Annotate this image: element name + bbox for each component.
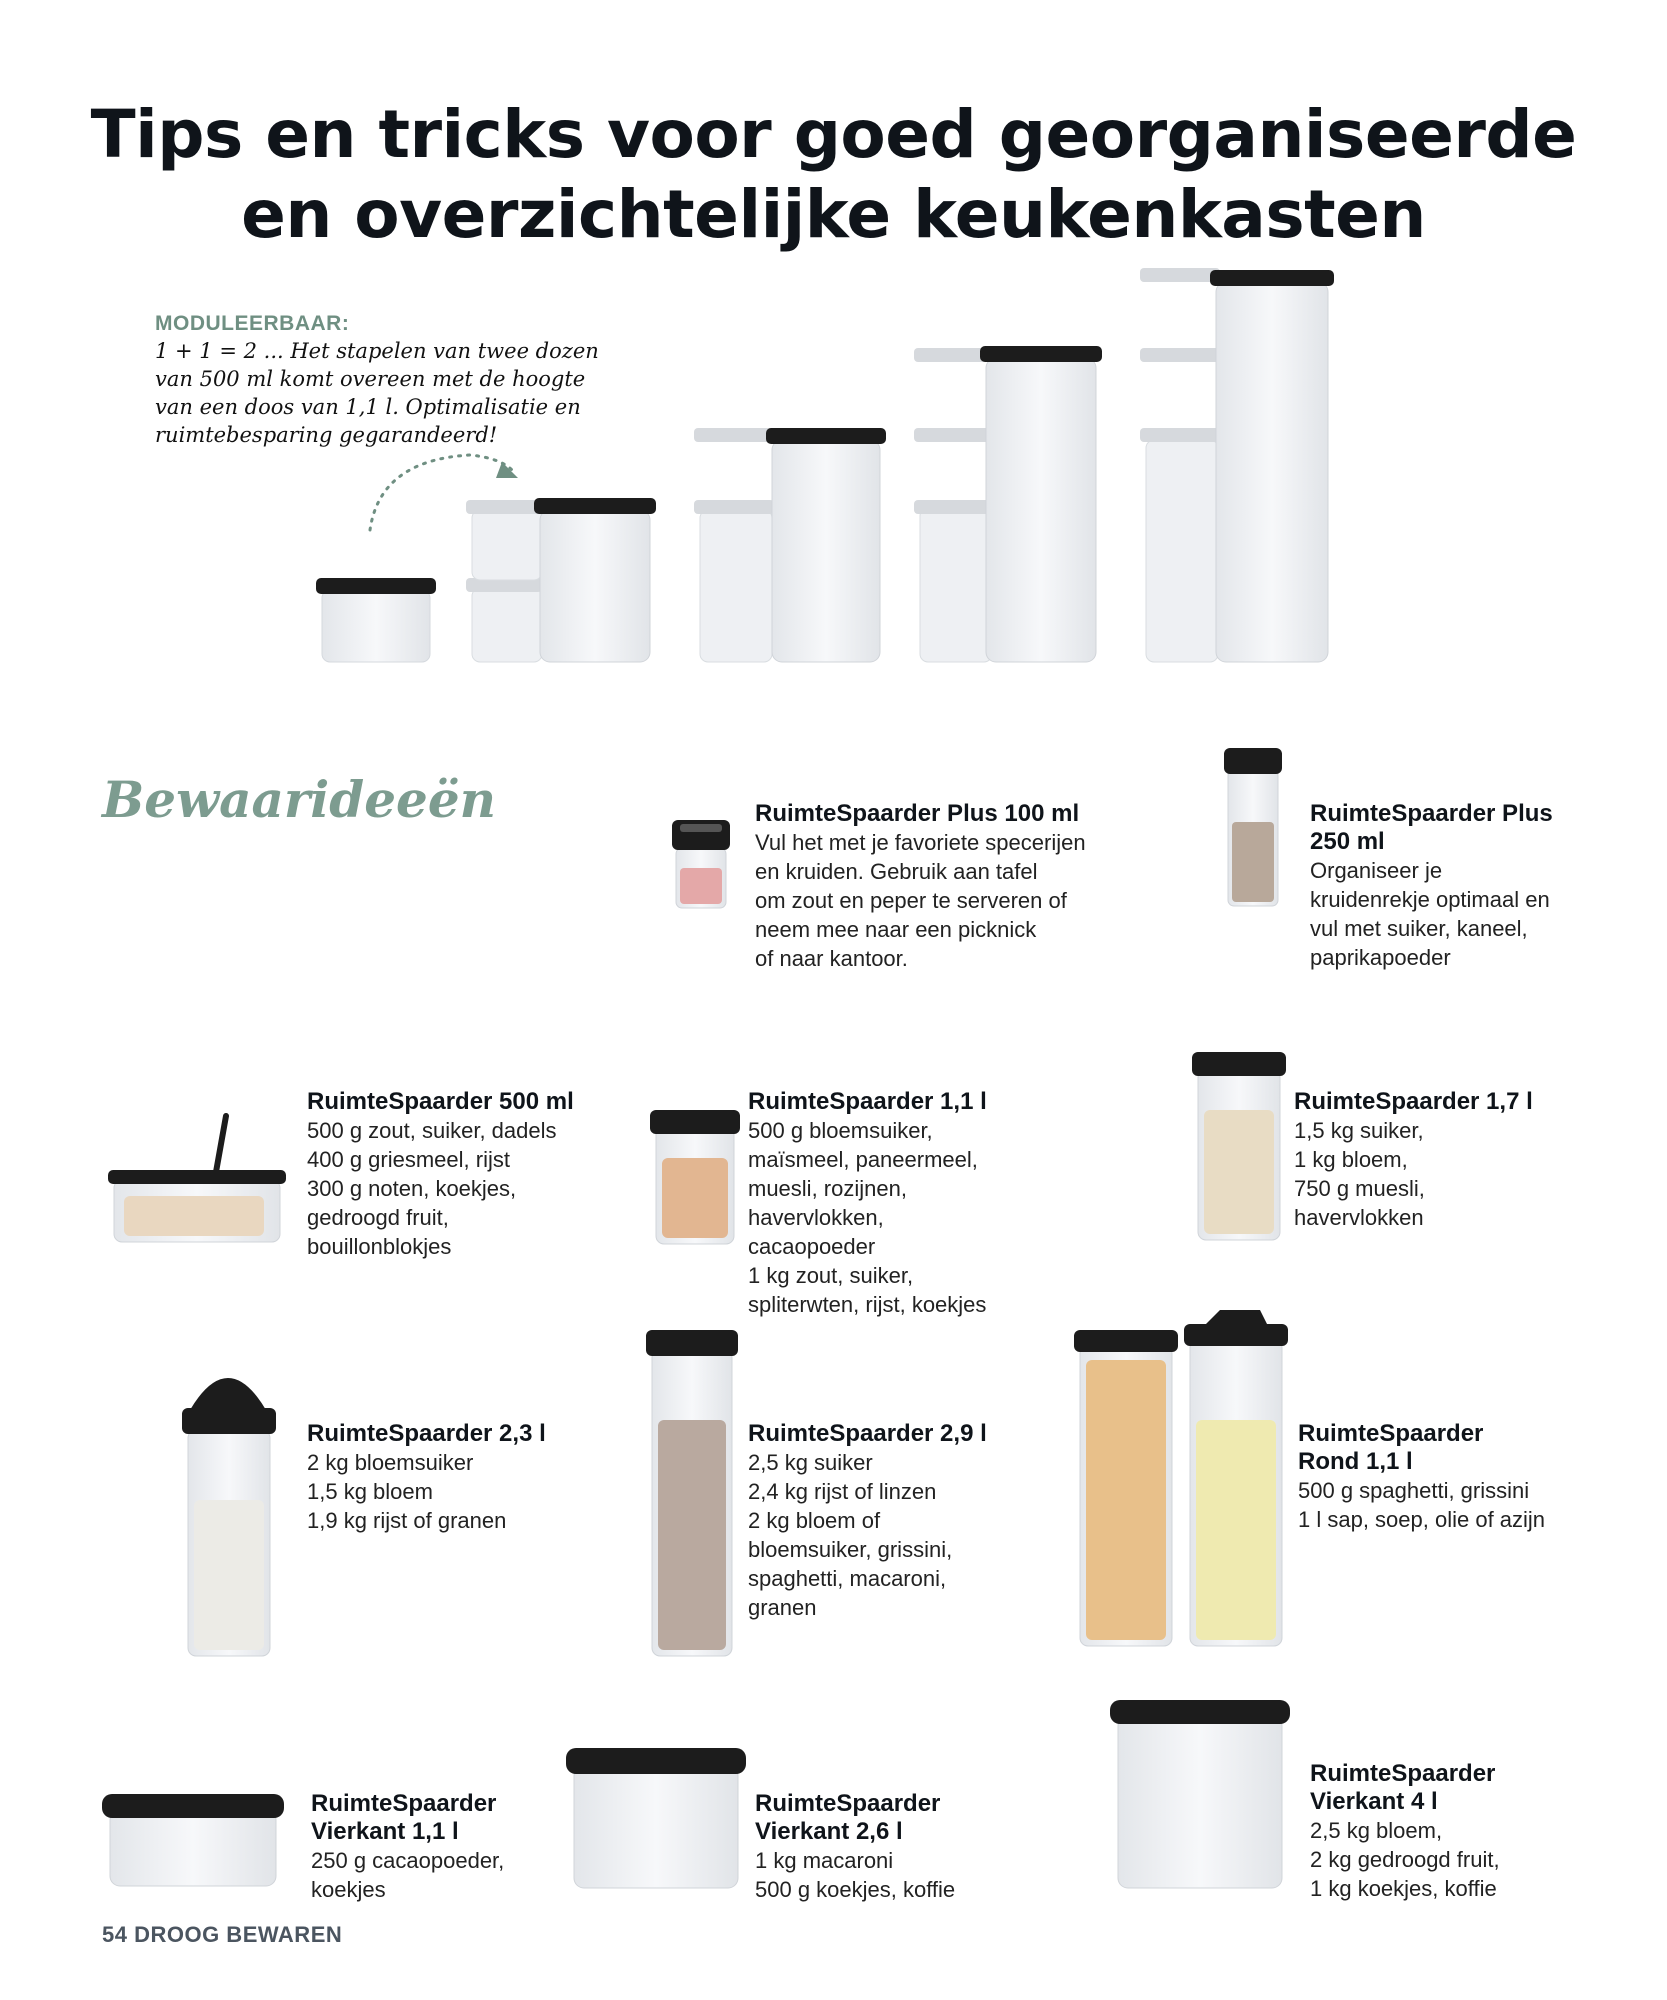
page-title-line-2: en overzichtelijke keukenkasten	[241, 176, 1426, 253]
product-detail: of naar kantoor.	[755, 946, 908, 971]
vierkant-4l-image	[1110, 1700, 1290, 1888]
product-detail: 1,5 kg bloem	[307, 1479, 433, 1504]
modular-line: ruimtebesparing gegarandeerd!	[155, 423, 498, 447]
product-1-1l	[748, 1088, 987, 1319]
product-name: RuimteSpaarder Plus 100 ml	[755, 800, 1080, 827]
product-name: RuimteSpaarder 1,7 l	[1294, 1088, 1533, 1115]
product-detail: 1 kg koekjes, koffie	[1310, 1876, 1497, 1901]
product-rond-1-1l	[1298, 1420, 1545, 1534]
2-3l-image	[182, 1378, 276, 1656]
product-detail: 500 g bloemsuiker,	[748, 1118, 933, 1143]
product-plus-250ml	[1310, 800, 1553, 972]
product-name: Vierkant 4 l	[1310, 1788, 1438, 1815]
modular-line: van 500 ml komt overeen met de hoogte	[155, 367, 586, 391]
product-detail: en kruiden. Gebruik aan tafel	[755, 859, 1038, 884]
product-name: Vierkant 1,1 l	[311, 1818, 459, 1845]
product-detail: 500 g spaghetti, grissini	[1298, 1478, 1530, 1503]
1-1l-image	[650, 1110, 740, 1244]
product-detail: 1 l sap, soep, olie of azijn	[1298, 1507, 1546, 1532]
product-detail: 1 kg macaroni	[755, 1848, 894, 1873]
product-detail: havervlokken,	[748, 1205, 884, 1230]
product-detail: 2 kg bloemsuiker	[307, 1450, 474, 1475]
section-title: Bewaarideeën	[102, 770, 496, 829]
product-name: RuimteSpaarder	[1298, 1420, 1484, 1447]
product-2-3l	[307, 1420, 546, 1535]
product-detail: bloemsuiker, grissini,	[748, 1537, 953, 1562]
product-name: RuimteSpaarder	[311, 1790, 497, 1817]
product-name: RuimteSpaarder	[755, 1790, 941, 1817]
page-footer: 54 DROOG BEWAREN	[102, 1922, 343, 1947]
product-vierkant-1-1l	[311, 1790, 504, 1904]
product-detail: havervlokken	[1294, 1205, 1424, 1230]
modular-label: MODULEERBAAR:	[155, 312, 350, 335]
product-detail: 1,9 kg rijst of granen	[307, 1508, 507, 1533]
modular-description	[155, 337, 615, 449]
page-title-line-1: Tips en tricks voor goed georganiseerde	[90, 96, 1577, 173]
product-2-9l	[748, 1420, 987, 1622]
vierkant-1-1l-image	[102, 1794, 284, 1886]
product-vierkant-2-6l	[755, 1790, 955, 1904]
product-detail: om zout en peper te serveren of	[755, 888, 1067, 913]
product-detail: Vul het met je favoriete specerijen	[755, 830, 1086, 855]
product-detail: 1 kg bloem,	[1294, 1147, 1408, 1172]
product-1-7l	[1294, 1088, 1533, 1232]
product-name: RuimteSpaarder 500 ml	[307, 1088, 574, 1115]
product-detail: 500 g zout, suiker, dadels	[307, 1118, 557, 1143]
product-detail: 500 g koekjes, koffie	[755, 1877, 956, 1902]
product-detail: paprikapoeder	[1310, 945, 1451, 970]
500ml-image	[108, 1116, 286, 1242]
plus-250ml-image	[1224, 748, 1282, 906]
product-detail: muesli, rozijnen,	[748, 1176, 907, 1201]
product-detail: spaghetti, macaroni,	[748, 1566, 947, 1591]
product-plus-100ml	[755, 800, 1086, 973]
2-9l-image	[646, 1330, 738, 1656]
product-name: RuimteSpaarder Plus	[1310, 800, 1553, 827]
product-detail: gedroogd fruit,	[307, 1205, 449, 1230]
product-detail: kruidenrekje optimaal en	[1310, 887, 1550, 912]
vierkant-2-6l-image	[566, 1748, 746, 1888]
modular-line: 1 + 1 = 2 ... Het stapelen van twee dozen	[155, 339, 599, 363]
product-detail: 1,5 kg suiker,	[1294, 1118, 1424, 1143]
product-detail: granen	[748, 1595, 817, 1620]
product-name: RuimteSpaarder 1,1 l	[748, 1088, 987, 1115]
product-vierkant-4l	[1310, 1760, 1500, 1903]
rond-1-1l-image	[1074, 1310, 1288, 1646]
modular-line: van een doos van 1,1 l. Optimalisatie en	[155, 395, 581, 419]
product-detail: cacaopoeder	[748, 1234, 876, 1259]
page-title	[0, 95, 1667, 255]
product-detail: 2,4 kg rijst of linzen	[748, 1479, 937, 1504]
product-detail: 750 g muesli,	[1294, 1176, 1425, 1201]
product-name: Vierkant 2,6 l	[755, 1818, 903, 1845]
product-detail: 2,5 kg suiker	[748, 1450, 873, 1475]
product-detail: koekjes	[311, 1877, 386, 1902]
product-name: RuimteSpaarder	[1310, 1760, 1496, 1787]
plus-100ml-image	[672, 820, 730, 908]
product-detail: 1 kg zout, suiker,	[748, 1263, 914, 1288]
product-detail: 400 g griesmeel, rijst	[307, 1147, 510, 1172]
product-detail: Organiseer je	[1310, 858, 1443, 883]
modular-stack-illustration	[316, 268, 1334, 662]
product-detail: vul met suiker, kaneel,	[1310, 916, 1528, 941]
product-detail: bouillonblokjes	[307, 1234, 452, 1259]
product-detail: 250 g cacaopoeder,	[311, 1848, 505, 1873]
product-detail: neem mee naar een picknick	[755, 917, 1037, 942]
product-name: Rond 1,1 l	[1298, 1448, 1413, 1475]
product-name: 250 ml	[1310, 828, 1385, 855]
product-detail: 2,5 kg bloem,	[1310, 1818, 1443, 1843]
product-detail: 2 kg gedroogd fruit,	[1310, 1847, 1500, 1872]
product-name: RuimteSpaarder 2,3 l	[307, 1420, 546, 1447]
1-7l-image	[1192, 1052, 1286, 1240]
product-detail: 2 kg bloem of	[748, 1508, 881, 1533]
product-detail: 300 g noten, koekjes,	[307, 1176, 517, 1201]
product-detail: maïsmeel, paneermeel,	[748, 1147, 978, 1172]
product-detail: spliterwten, rijst, koekjes	[748, 1292, 987, 1317]
product-name: RuimteSpaarder 2,9 l	[748, 1420, 987, 1447]
product-500ml	[307, 1088, 574, 1261]
